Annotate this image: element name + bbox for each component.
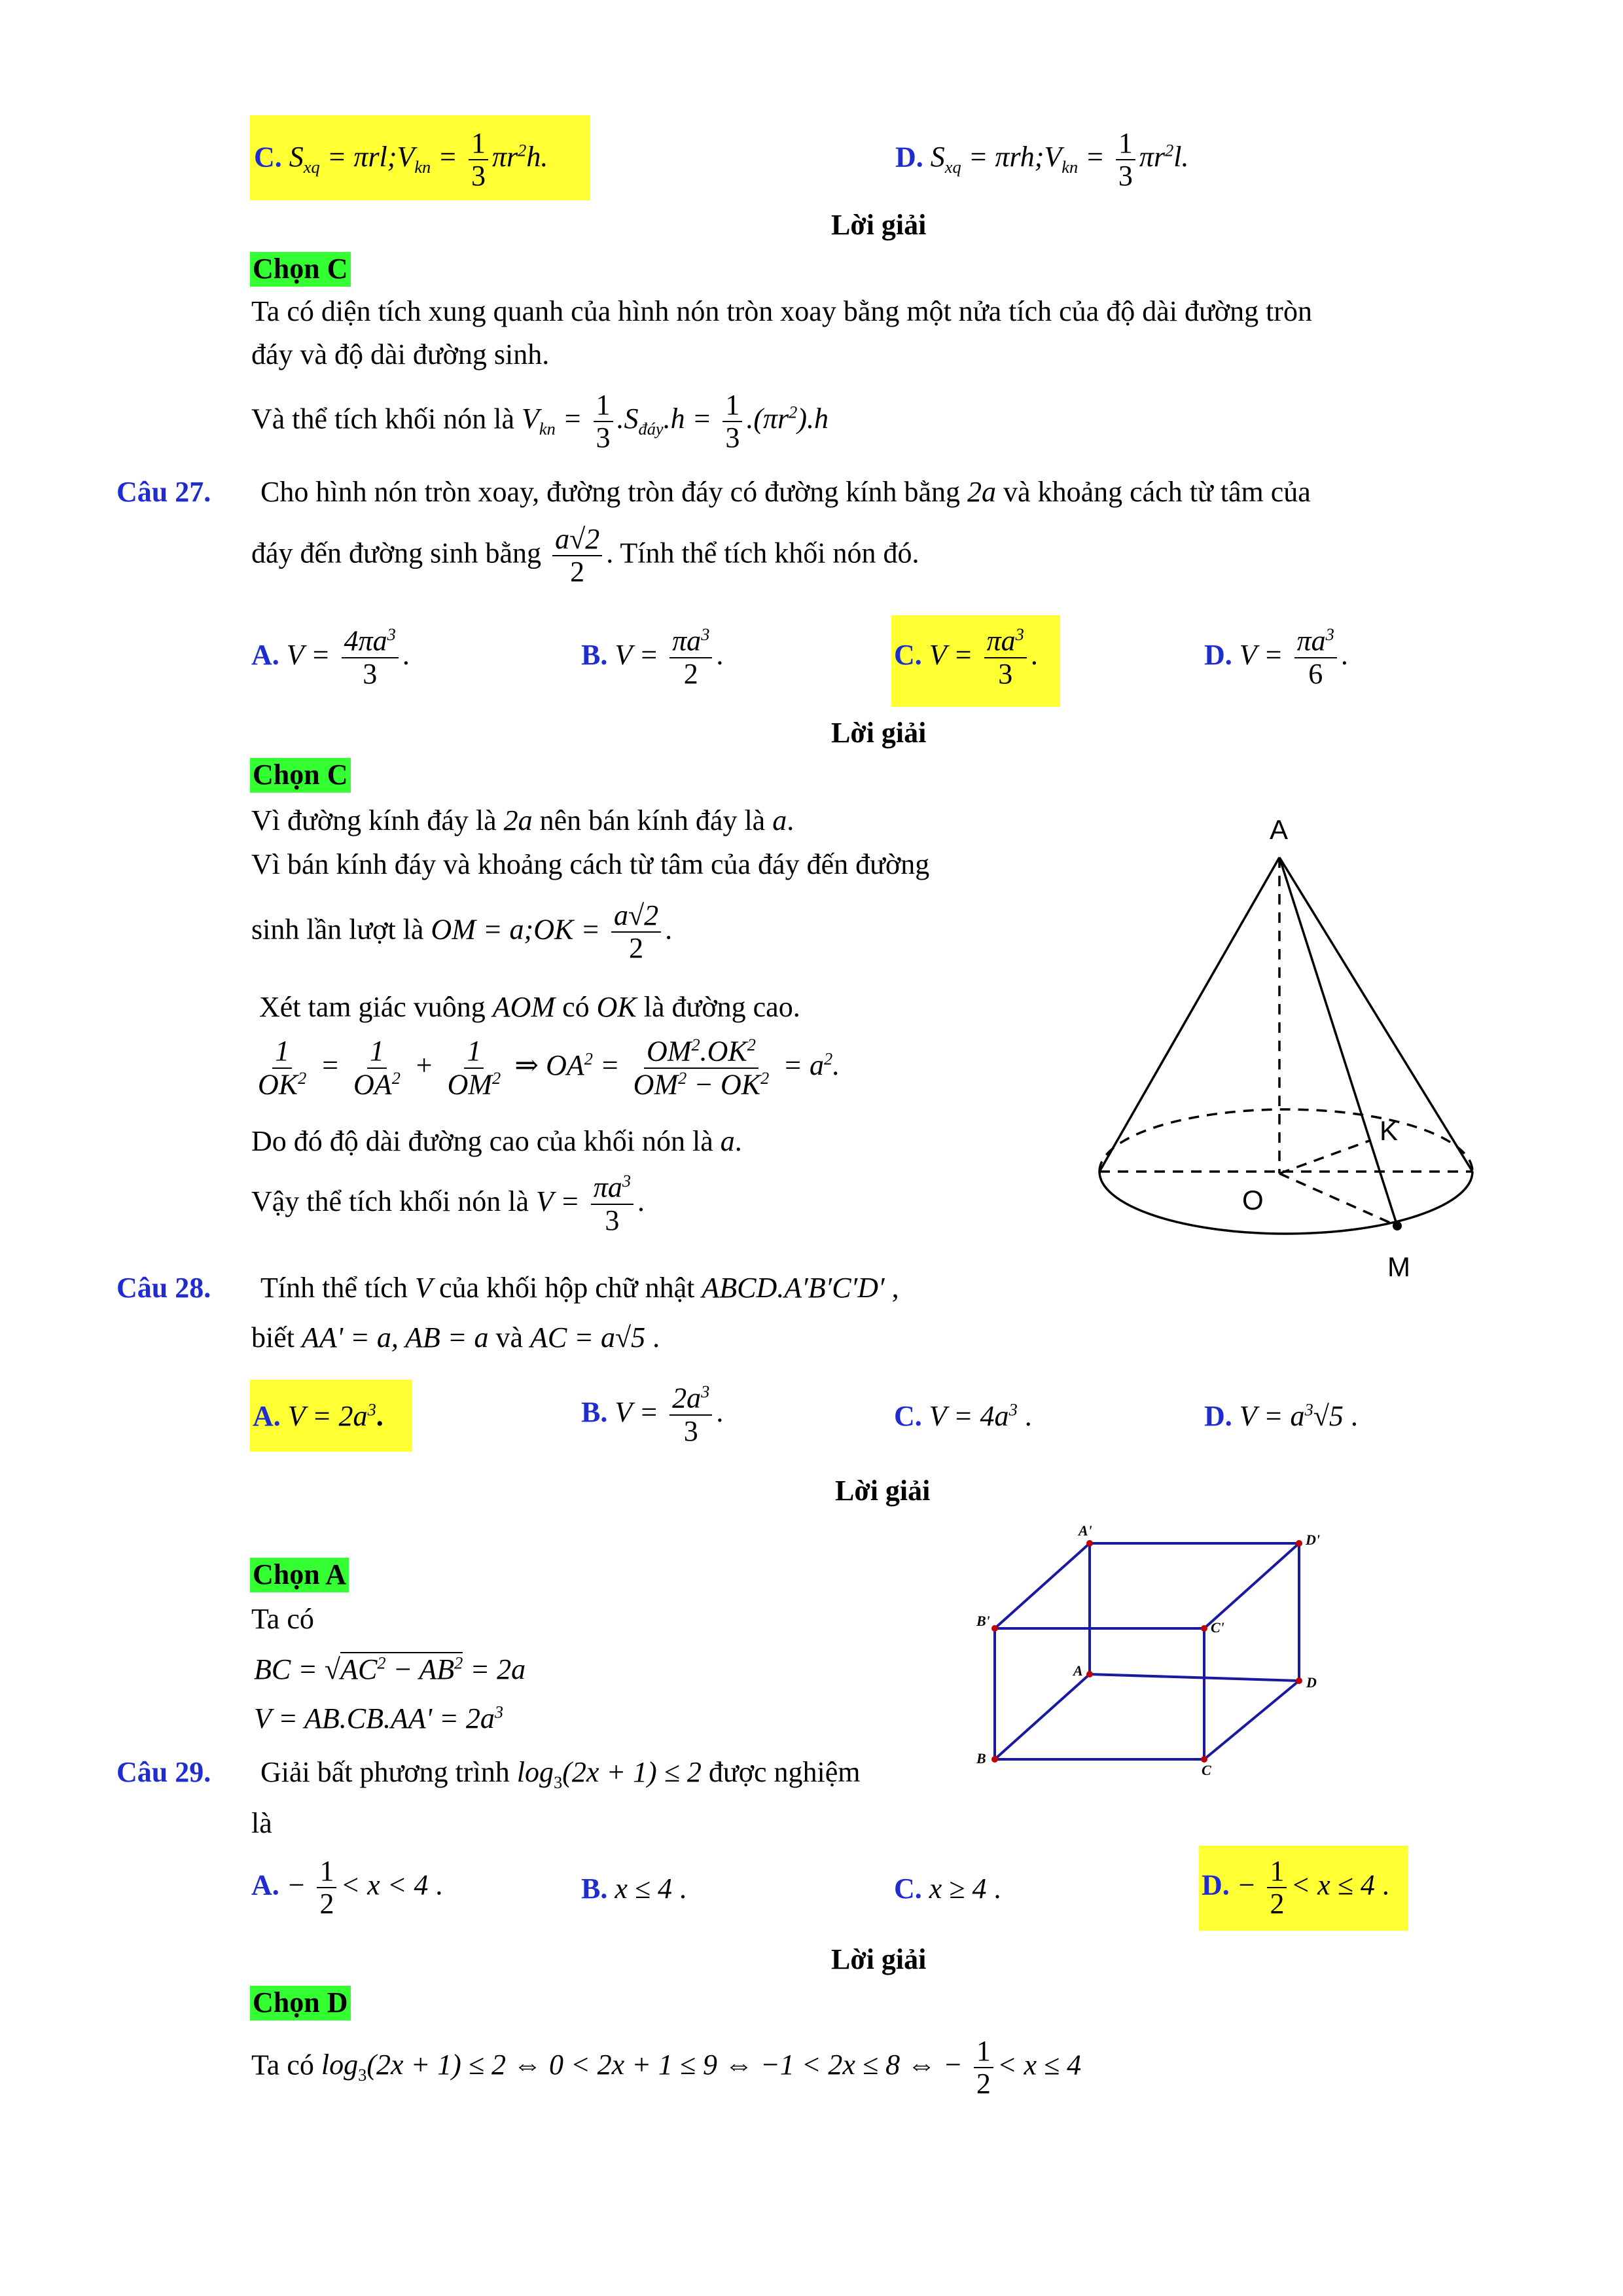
option-d: D. V = $\frac{\pi a^3}{6}$ .: [1204, 624, 1348, 691]
option-d: D. − $\frac{1}{2}$ < x ≤ 4 .: [1202, 1855, 1389, 1920]
label-d: D: [1306, 1674, 1317, 1691]
option-a: A. $V = 2a^3$.: [253, 1399, 383, 1432]
label-a: A: [1270, 814, 1289, 845]
option-label: B.: [581, 1873, 608, 1905]
option-label: D.: [1202, 1869, 1230, 1901]
cone-figure: [1073, 805, 1479, 1289]
option-c: C. x ≥ 4 .: [894, 1873, 1001, 1905]
solution-line: sinh lần lượt là OM = a;OK = $\frac{a√2}{2}$ .: [251, 899, 673, 965]
question-text-part: Tính thể tích: [260, 1272, 408, 1304]
option-label: D.: [895, 141, 923, 173]
cone-generatrix-left: [1099, 857, 1279, 1172]
solution-text: Vì đường kính đáy là: [251, 804, 497, 836]
option-c: C. $V = 4a^3$ .: [894, 1399, 1032, 1432]
solution-text: là đường cao.: [643, 991, 800, 1023]
question-number: Câu 28.: [116, 1272, 211, 1304]
prev-option-c-content: C. $S_{xq}$ = $\pi rl;V_{kn}$ = $\frac{1}{3}$ $\pi r^2h$.: [254, 127, 548, 192]
solution-line: Vậy thể tích khối nón là V = $\frac{\pi a^3}{3}$ .: [251, 1171, 645, 1237]
solution-line: Xét tam giác vuông AOM có OK là đường cao.: [259, 991, 800, 1023]
question-text-part: và khoảng cách từ tâm của: [1003, 476, 1311, 508]
chosen-answer: Chọn A: [250, 1558, 349, 1592]
cone-base-back: [1099, 1109, 1472, 1172]
solution-line: Và thể tích khối nón là $V_{kn}$ = $\frac{1}{3}$ $.S_{đáy}.h$ = $\frac{1}{3}$ $.(\pi r^2).h$: [251, 389, 829, 454]
label-o: O: [1242, 1185, 1264, 1215]
option-a: A. − $\frac{1}{2}$ < x < 4 .: [251, 1855, 443, 1920]
box-figure: [969, 1518, 1335, 1778]
question-text: là: [251, 1807, 272, 1839]
question-number: Câu 29.: [116, 1756, 211, 1788]
solution-line: Ta có $\log_3(2x + 1) \le 2$ ⇔ 0 < 2x + 1 ≤ 9 ⇔ −1 < 2x ≤ 8 ⇔ − $\frac{1}{2}$ < x ≤ 4: [251, 2035, 1082, 2100]
solution-text: nên bán kính đáy là: [539, 804, 766, 836]
solution-text: Vậy thể tích khối nón là: [251, 1185, 529, 1217]
chosen-answer: Chọn C: [250, 252, 351, 287]
question-text-part: biết: [251, 1321, 294, 1354]
solution-text: Do đó độ dài đường cao của khối nón là: [251, 1125, 713, 1157]
solution-formula: $V = AB.CB.AA' = 2a^3$: [254, 1702, 504, 1734]
option-b: B. V = $\frac{\pi a^3}{2}$ .: [581, 624, 724, 691]
question-text-part: và: [495, 1321, 524, 1354]
option-c: C. V = $\frac{\pi a^3}{3}$ .: [894, 624, 1038, 691]
solution-line: Ta có: [251, 1603, 314, 1635]
segment-ok: [1279, 1140, 1371, 1174]
chosen-answer: Chọn D: [250, 1986, 351, 2020]
question-text-part: . Tính thể tích khối nón đó.: [606, 537, 919, 569]
cone-base-front: [1099, 1172, 1472, 1234]
option-label: C.: [894, 1873, 922, 1905]
option-a: A. V = $\frac{4\pi a^3}{3}$ .: [251, 624, 410, 691]
label-k: K: [1380, 1115, 1399, 1146]
label-d-prime: D': [1306, 1532, 1320, 1548]
question-text-part: Giải bất phương trình: [260, 1756, 510, 1788]
solution-formula: BC = $√AC^2 - AB^2 = 2a$: [254, 1653, 526, 1685]
solution-title: Lời giải: [831, 717, 927, 749]
math: 2a: [967, 476, 997, 508]
solution-title: Lời giải: [835, 1475, 931, 1507]
solution-title: Lời giải: [831, 209, 927, 241]
question-text: Giải bất phương trình $\log_3(2x + 1) \le 2$ được nghiệm: [260, 1756, 861, 1792]
solution-line: Vì đường kính đáy là 2a nên bán kính đáy là a.: [251, 804, 794, 836]
solution-line: Ta có diện tích xung quanh của hình nón tròn xoay bằng một nửa tích của độ dài đường tròn: [251, 295, 1312, 327]
label-a: A: [1073, 1662, 1083, 1679]
option-label: A.: [251, 1869, 279, 1901]
segment-om: [1279, 1174, 1397, 1226]
prev-option-d-content: D. $S_{xq}$ = $\pi rh;V_{kn}$ = $\frac{1}{3}$ $\pi r^2l$.: [895, 127, 1189, 192]
option-label: B.: [581, 638, 608, 671]
label-b-prime: B': [976, 1613, 990, 1629]
question-text: đáy đến đường sinh bằng $\frac{a√2}{2}$ . Tính thể tích khối nón đó.: [251, 523, 919, 588]
option-label: A.: [253, 1400, 281, 1432]
solution-text: có: [562, 991, 590, 1023]
label-m: M: [1387, 1251, 1410, 1282]
question-text: [260, 475, 1311, 510]
question-text: biết AA' = a, AB = a và AC = a√5 .: [251, 1321, 660, 1354]
solution-text: sinh lần lượt là: [251, 913, 424, 946]
solution-formula: $\frac{1}{OK^2}$ = $\frac{1}{OA^2}$ + $\frac{1}{OM^2}$ ⇒ $OA^2$ = $\frac{OM^2.OK^2}{OM^2 - OK^2}$ = $a^2$.: [258, 1035, 840, 1101]
option-label: A.: [251, 638, 279, 671]
option-d: D. $V = a^3√5$ .: [1204, 1399, 1358, 1432]
question-text-part: được nghiệm: [708, 1756, 861, 1788]
label-b: B: [976, 1750, 986, 1767]
question-text-part: của khối hộp chữ nhật: [438, 1272, 695, 1304]
option-label: D.: [1204, 1400, 1232, 1432]
option-label: C.: [254, 141, 282, 173]
option-b: B. V = $\frac{2a^3}{3}$ .: [581, 1382, 724, 1448]
question-number: Câu 27.: [116, 476, 211, 508]
question-text-part: Cho hình nón tròn xoay, đường tròn đáy có đường kính bằng: [260, 476, 961, 508]
solution-line: Do đó độ dài đường cao của khối nón là a.: [251, 1125, 742, 1157]
solution-title: Lời giải: [831, 1943, 927, 1975]
solution-text: Và thể tích khối nón là: [251, 403, 515, 435]
question-text: Tính thể tích V của khối hộp chữ nhật ABCD.A′B′C′D′ ,: [260, 1272, 899, 1304]
option-label: C.: [894, 638, 922, 671]
solution-text: Ta có: [251, 2049, 314, 2081]
label-c: C: [1202, 1762, 1211, 1778]
solution-text: Xét tam giác vuông: [259, 991, 486, 1023]
option-label: D.: [1204, 638, 1232, 671]
option-label: B.: [581, 1395, 608, 1428]
point-m: [1393, 1221, 1402, 1230]
chosen-answer: Chọn C: [250, 758, 351, 793]
option-label: C.: [894, 1400, 922, 1432]
option-b: B. x ≤ 4 .: [581, 1873, 687, 1905]
question-text-part: đáy đến đường sinh bằng: [251, 537, 542, 569]
cone-generatrix-right: [1279, 857, 1472, 1172]
label-c-prime: C': [1211, 1619, 1224, 1636]
solution-line: Vì bán kính đáy và khoảng cách từ tâm của đáy đến đường: [251, 848, 930, 880]
solution-line: đáy và độ dài đường sinh.: [251, 338, 550, 370]
label-a-prime: A': [1079, 1522, 1092, 1539]
